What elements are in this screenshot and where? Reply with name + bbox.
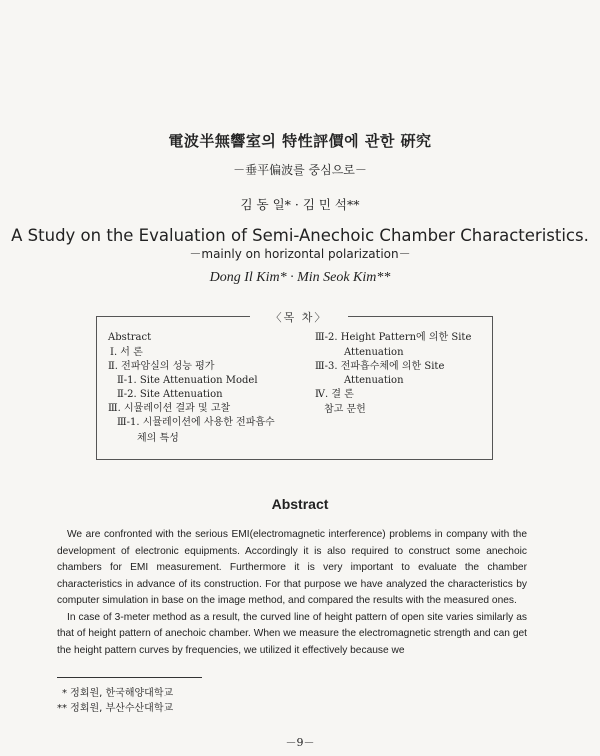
korean-subtitle: －垂平偏波를 중심으로－ — [233, 163, 367, 177]
toc-item: Abstract — [108, 332, 152, 343]
toc-item: Ⅲ-1. 시뮬레이션에 사용한 전파흡수 — [117, 417, 275, 428]
toc-item: 체의 특성 — [137, 433, 179, 444]
abstract-paragraph: In case of 3-meter method as a result, the curved line of height pattern of open site varies similarly as that of height pattern of anechoic chamber. When we measure the electromagnetic strength and can get the height pattern curves by frequencies, we utilized it effectively because we — [57, 611, 527, 656]
toc-item: Ⅲ-2. Height Pattern에 의한 Site — [315, 332, 472, 343]
toc-item: Ⅲ. 시뮬레이션 결과 및 고찰 — [108, 403, 231, 414]
english-title: A Study on the Evaluation of Semi-Anechoic Chamber Characteristics. — [11, 226, 589, 245]
abstract-body — [57, 527, 527, 659]
toc-item: Ⅰ. 서 론 — [110, 347, 143, 358]
english-authors: Dong Il Kim* · Min Seok Kim** — [209, 270, 391, 285]
toc-item: Ⅳ. 결 론 — [315, 389, 354, 400]
toc-item: Attenuation — [344, 375, 404, 386]
toc-heading: 〈목 차〉 — [250, 309, 348, 325]
footnote: * 정회원, 한국해양대학교 — [62, 688, 174, 699]
toc-item: Attenuation — [344, 347, 404, 358]
toc-item: Ⅱ-2. Site Attenuation — [117, 389, 223, 400]
toc-item: Ⅲ-3. 전파흡수체에 의한 Site — [315, 361, 445, 372]
footnote: ** 정회원, 부산수산대학교 — [57, 703, 174, 714]
abstract-paragraph: We are confronted with the serious EMI(electromagnetic interference) problems in company with the development of electronic equipments. Accordingly it is also required to construct some anechoic chambers for EMI measurement. Furthermore it is very important to evaluate the chamber characteristics in advance of its construction. For that purpose we have analyzed the characteristics by computer simulation in base on the image method, and compared the results with the measured ones. — [57, 529, 527, 606]
page-number: －9－ — [285, 736, 315, 749]
toc-item: Ⅱ-1. Site Attenuation Model — [117, 375, 258, 386]
toc-item: Ⅱ. 전파암실의 성능 평가 — [108, 361, 215, 372]
footnote-divider — [57, 677, 202, 678]
korean-title: 電波半無響室의 特性評價에 관한 硏究 — [168, 132, 432, 150]
english-subtitle: －mainly on horizontal polarization－ — [189, 247, 411, 261]
korean-authors: 김 동 일* · 김 민 석** — [240, 197, 360, 212]
abstract-heading: Abstract — [271, 496, 329, 512]
toc-item: 참고 문헌 — [324, 404, 366, 415]
